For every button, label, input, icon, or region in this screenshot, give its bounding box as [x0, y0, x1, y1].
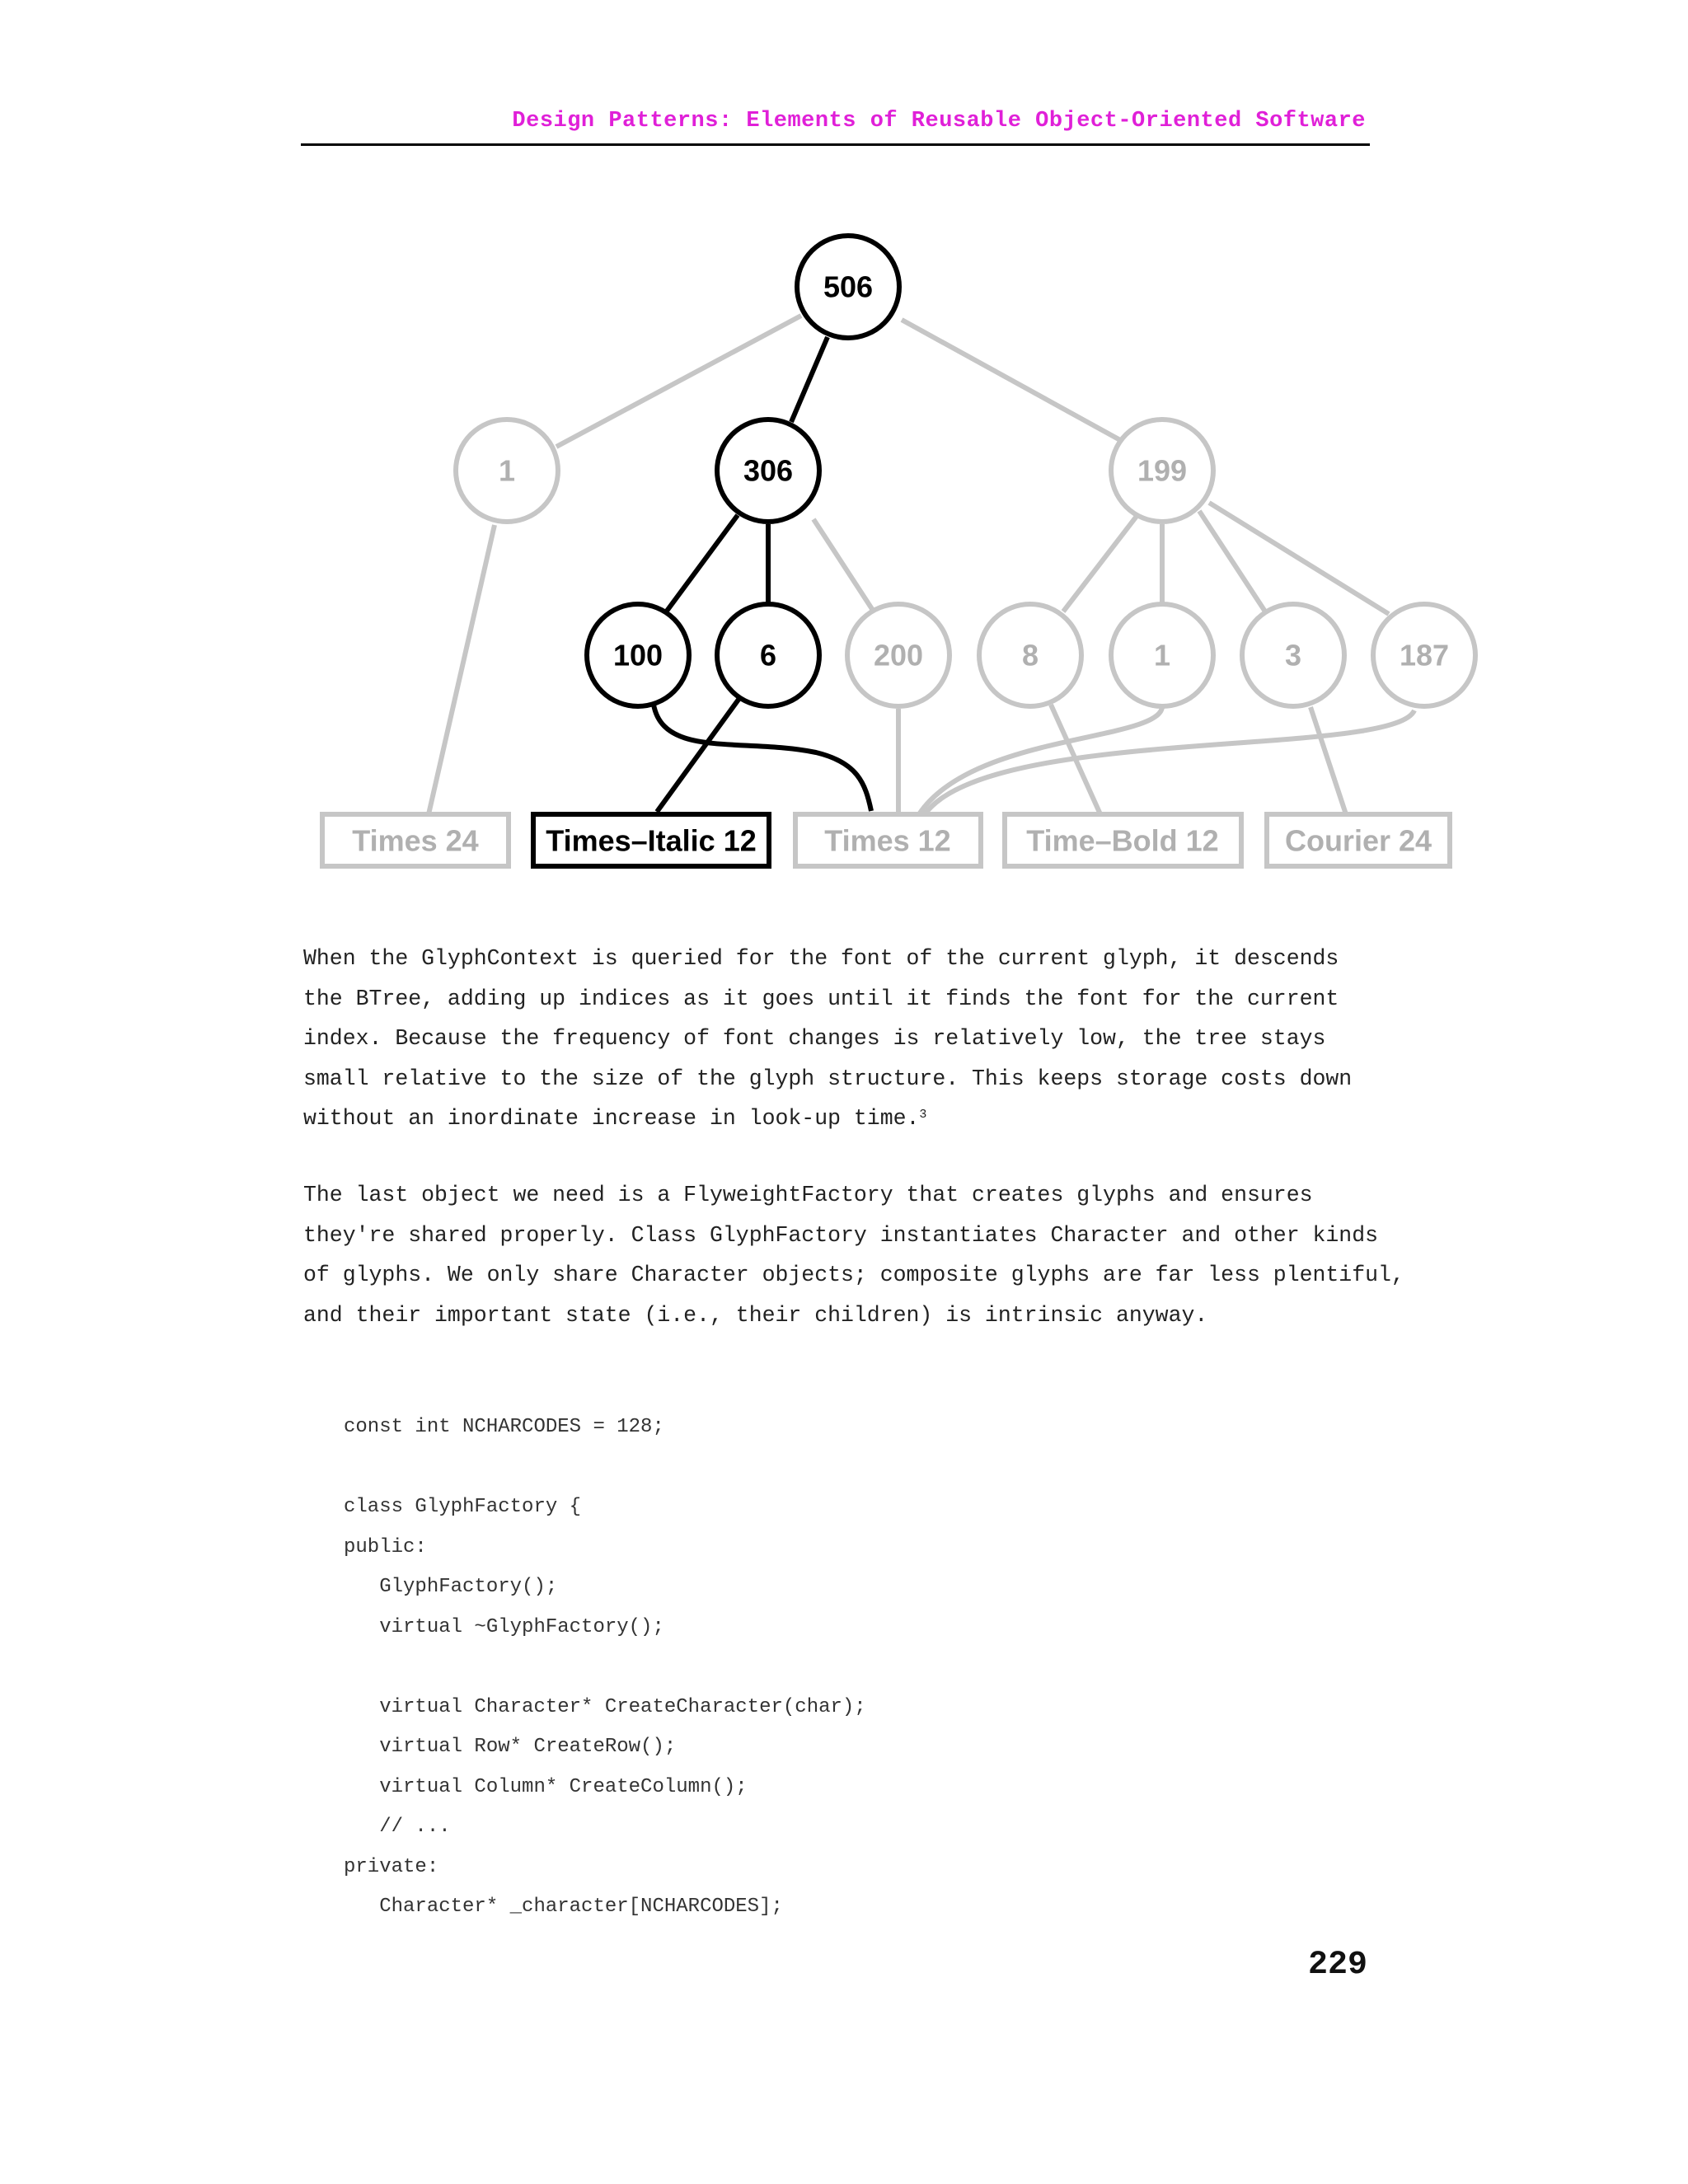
font-box-courier24 — [1267, 814, 1450, 866]
edge-root-right — [902, 320, 1129, 445]
node-1-right — [1111, 604, 1213, 706]
svg-text:3: 3 — [1284, 638, 1302, 673]
font-box-time-bold12 — [1005, 814, 1241, 866]
node-187 — [1373, 604, 1475, 706]
edge-1-times12 — [919, 707, 1162, 814]
btree-diagram — [0, 0, 1688, 907]
svg-text:Times–Italic 12: Times–Italic 12 — [546, 823, 757, 858]
page-number: 229 — [1307, 1947, 1367, 1984]
font-box-times12 — [795, 814, 981, 866]
paragraph-line-last — [303, 1099, 1391, 1139]
svg-text:199: 199 — [1137, 453, 1188, 488]
code-line: class GlyphFactory { — [344, 1496, 582, 1518]
code-line: virtual Character* CreateCharacter(char); — [344, 1696, 866, 1718]
font-box-times-italic12 — [533, 814, 769, 866]
inactive-edges — [429, 316, 1414, 814]
paragraph-line: they're shared properly. Class GlyphFactory instantiates Character and other kinds — [303, 1222, 1379, 1248]
paragraph-line: small relative to the size of the glyph structure. This keeps storage costs down — [303, 1066, 1353, 1091]
code-line: public: — [344, 1536, 427, 1558]
code-line: const int NCHARCODES = 128; — [344, 1416, 664, 1438]
svg-text:Time–Bold 12: Time–Bold 12 — [1026, 823, 1219, 858]
header-title: Design Patterns: Elements of Reusable Object-Oriented Software — [512, 109, 1366, 134]
code-line: virtual ~GlyphFactory(); — [344, 1616, 664, 1638]
svg-text:Times 24: Times 24 — [352, 823, 479, 858]
code-line: virtual Row* CreateRow(); — [344, 1736, 677, 1758]
paragraph-line: index. Because the frequency of font changes is relatively low, the tree stays — [303, 1026, 1326, 1051]
active-edges — [654, 337, 871, 812]
edge-306-100 — [665, 515, 738, 613]
paragraph-line: When the GlyphContext is queried for the font of the current glyph, it descends — [303, 946, 1339, 971]
code-line: // ... — [344, 1816, 451, 1838]
code-line: private: — [344, 1856, 439, 1878]
edge-199-3 — [1199, 511, 1265, 612]
node-8 — [979, 604, 1081, 706]
svg-text:1: 1 — [1153, 638, 1171, 673]
svg-text:506: 506 — [823, 269, 874, 304]
node-200 — [847, 604, 950, 706]
node-3 — [1242, 604, 1344, 706]
node-6 — [717, 604, 819, 706]
code-line: virtual Column* CreateColumn(); — [344, 1776, 748, 1798]
edge-199-187 — [1209, 503, 1389, 614]
paragraph-line: the BTree, adding up indices as it goes until it finds the font for the current — [303, 986, 1339, 1011]
node-506 — [797, 236, 899, 338]
code-line: Character* _character[NCHARCODES]; — [344, 1896, 783, 1918]
svg-text:1: 1 — [498, 453, 516, 488]
node-1-left — [456, 419, 558, 522]
svg-text:200: 200 — [873, 638, 924, 673]
edge-306-200 — [814, 519, 874, 612]
paragraph-flyweightfactory — [303, 1175, 1404, 1335]
svg-text:100: 100 — [612, 638, 663, 673]
svg-text:Courier 24: Courier 24 — [1284, 823, 1432, 858]
node-306 — [717, 419, 819, 522]
edge-left-times24 — [429, 525, 495, 814]
svg-text:187: 187 — [1399, 638, 1450, 673]
edge-199-8 — [1063, 515, 1137, 612]
font-box-times24 — [322, 814, 509, 866]
svg-text:Times 12: Times 12 — [824, 823, 951, 858]
node-100 — [587, 604, 689, 706]
edge-3-courier24 — [1311, 707, 1346, 814]
svg-text:306: 306 — [743, 453, 794, 488]
footnote-marker: 3 — [919, 1108, 927, 1122]
edge-root-306 — [791, 337, 828, 422]
node-199 — [1111, 419, 1213, 522]
svg-text:8: 8 — [1021, 638, 1039, 673]
paragraph-line: The last object we need is a FlyweightFactory that creates glyphs and ensures — [303, 1183, 1313, 1207]
edge-100-times12 — [654, 705, 871, 811]
code-line: GlyphFactory(); — [344, 1576, 558, 1598]
edge-6-timesitalic12 — [657, 697, 740, 812]
paragraph-line-text: without an inordinate increase in look-up time. — [303, 1106, 920, 1131]
paragraph-line: and their important state (i.e., their children) is intrinsic anyway. — [303, 1302, 1208, 1328]
paragraph-line: of glyphs. We only share Character objects; composite glyphs are far less plentiful, — [303, 1263, 1404, 1287]
paragraph-glyphcontext — [303, 939, 1391, 1139]
svg-text:6: 6 — [759, 638, 777, 673]
